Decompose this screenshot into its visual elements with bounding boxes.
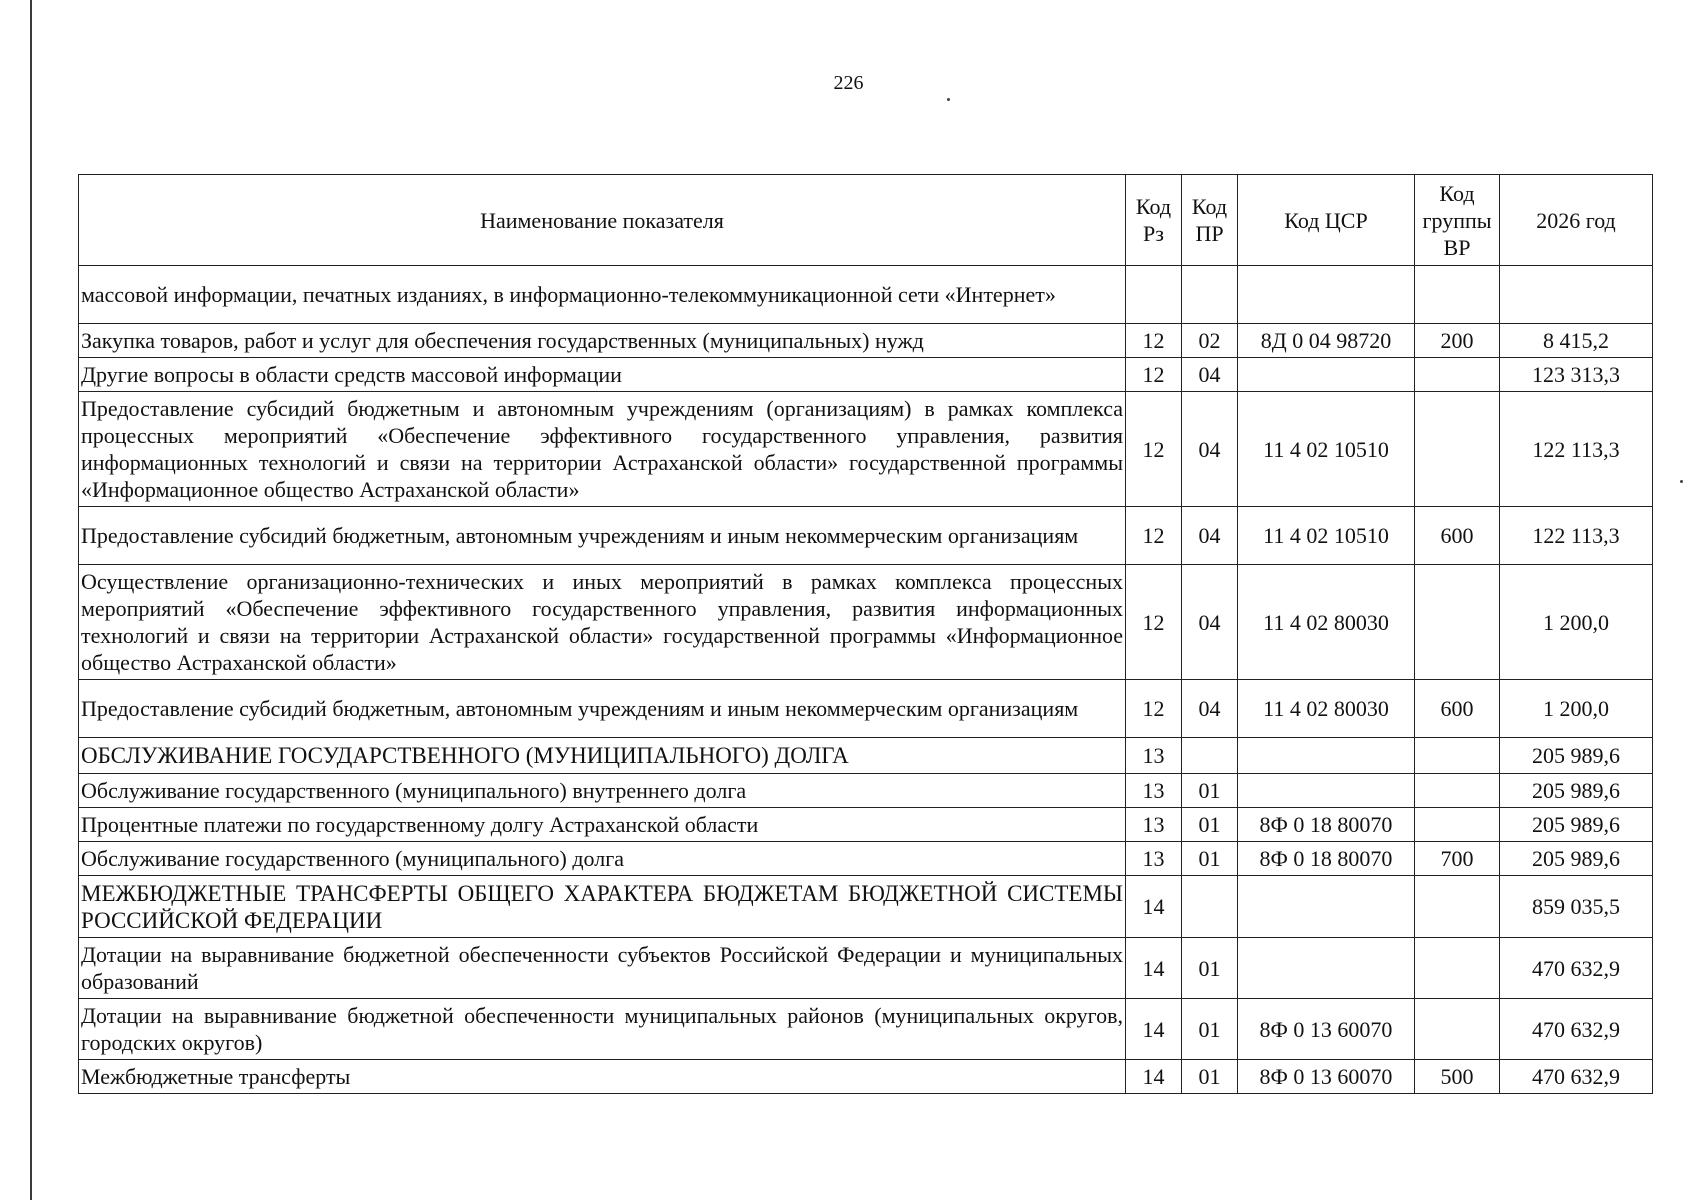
row-name: Другие вопросы в области средств массовой информации bbox=[79, 358, 1126, 392]
row-pr: 01 bbox=[1182, 808, 1238, 842]
table-row bbox=[79, 358, 1653, 392]
row-pr: 01 bbox=[1182, 774, 1238, 808]
row-value: 122 113,3 bbox=[1500, 507, 1653, 565]
table-body bbox=[79, 266, 1653, 1094]
row-rz: 14 bbox=[1126, 999, 1182, 1060]
header-row bbox=[79, 175, 1653, 266]
row-rz: 12 bbox=[1126, 324, 1182, 358]
row-value: 122 113,3 bbox=[1500, 392, 1653, 507]
header-rz: Код Рз bbox=[1126, 175, 1182, 266]
row-value: 470 632,9 bbox=[1500, 938, 1653, 999]
row-pr: 01 bbox=[1182, 938, 1238, 999]
row-csr: 11 4 02 10510 bbox=[1238, 392, 1415, 507]
row-rz: 12 bbox=[1126, 358, 1182, 392]
row-name: МЕЖБЮДЖЕТНЫЕ ТРАНСФЕРТЫ ОБЩЕГО ХАРАКТЕРА БЮДЖЕТАМ БЮДЖЕТНОЙ СИСТЕМЫ РОССИЙСКОЙ ФЕДЕРАЦИИ bbox=[79, 876, 1126, 938]
row-vr: 600 bbox=[1415, 507, 1500, 565]
row-vr bbox=[1415, 565, 1500, 680]
row-value: 123 313,3 bbox=[1500, 358, 1653, 392]
row-vr: 600 bbox=[1415, 680, 1500, 738]
row-value bbox=[1500, 266, 1653, 324]
row-name: Межбюджетные трансферты bbox=[79, 1060, 1126, 1094]
row-pr bbox=[1182, 266, 1238, 324]
row-value: 470 632,9 bbox=[1500, 999, 1653, 1060]
row-csr: 11 4 02 80030 bbox=[1238, 680, 1415, 738]
row-vr bbox=[1415, 266, 1500, 324]
row-value: 205 989,6 bbox=[1500, 808, 1653, 842]
row-vr: 200 bbox=[1415, 324, 1500, 358]
table-row bbox=[79, 392, 1653, 507]
row-name: Процентные платежи по государственному долгу Астраханской области bbox=[79, 808, 1126, 842]
row-rz: 13 bbox=[1126, 808, 1182, 842]
row-vr bbox=[1415, 808, 1500, 842]
row-name: массовой информации, печатных изданиях, в информационно-телекоммуникационной сети «Интернет» bbox=[79, 266, 1126, 324]
row-value: 8 415,2 bbox=[1500, 324, 1653, 358]
row-rz: 12 bbox=[1126, 565, 1182, 680]
row-name: Обслуживание государственного (муниципального) долга bbox=[79, 842, 1126, 876]
row-vr bbox=[1415, 738, 1500, 774]
row-csr bbox=[1238, 876, 1415, 938]
scan-speck bbox=[1680, 480, 1683, 483]
table-row bbox=[79, 999, 1653, 1060]
row-csr bbox=[1238, 938, 1415, 999]
table-row bbox=[79, 774, 1653, 808]
row-name: Обслуживание государственного (муниципального) внутреннего долга bbox=[79, 774, 1126, 808]
row-csr: 8Д 0 04 98720 bbox=[1238, 324, 1415, 358]
row-rz: 13 bbox=[1126, 738, 1182, 774]
table-row bbox=[79, 842, 1653, 876]
row-vr bbox=[1415, 999, 1500, 1060]
row-pr: 01 bbox=[1182, 999, 1238, 1060]
row-name: Дотации на выравнивание бюджетной обеспеченности субъектов Российской Федерации и муниципальных образований bbox=[79, 938, 1126, 999]
table-row bbox=[79, 266, 1653, 324]
row-csr: 8Ф 0 13 60070 bbox=[1238, 1060, 1415, 1094]
header-name: Наименование показателя bbox=[79, 175, 1126, 266]
row-pr: 04 bbox=[1182, 680, 1238, 738]
table-row bbox=[79, 876, 1653, 938]
row-vr: 700 bbox=[1415, 842, 1500, 876]
row-value: 859 035,5 bbox=[1500, 876, 1653, 938]
row-csr: 8Ф 0 18 80070 bbox=[1238, 842, 1415, 876]
header-pr: Код ПР bbox=[1182, 175, 1238, 266]
row-pr: 04 bbox=[1182, 392, 1238, 507]
row-vr bbox=[1415, 938, 1500, 999]
table-row bbox=[79, 808, 1653, 842]
table-row bbox=[79, 507, 1653, 565]
table-row bbox=[79, 738, 1653, 774]
row-pr: 04 bbox=[1182, 507, 1238, 565]
table-row bbox=[79, 938, 1653, 999]
scan-margin-line bbox=[30, 0, 32, 1200]
row-rz: 14 bbox=[1126, 876, 1182, 938]
row-vr bbox=[1415, 774, 1500, 808]
row-name: Дотации на выравнивание бюджетной обеспеченности муниципальных районов (муниципальных округов, городских округов) bbox=[79, 999, 1126, 1060]
row-vr: 500 bbox=[1415, 1060, 1500, 1094]
page-number: 226 bbox=[833, 72, 864, 94]
row-pr: 01 bbox=[1182, 1060, 1238, 1094]
row-name: Предоставление субсидий бюджетным и автономным учреждениям (организациям) в рамках комплекса процессных мероприятий «Обеспечение эффективного государственного управления, развития информационных технологий и связи на территории Астраханской области» государственной программы «Информационное общество Астраханской области» bbox=[79, 392, 1126, 507]
header-year: 2026 год bbox=[1500, 175, 1653, 266]
table-row bbox=[79, 565, 1653, 680]
header-vr: Код группы ВР bbox=[1415, 175, 1500, 266]
table-row bbox=[79, 1060, 1653, 1094]
scan-speck bbox=[947, 98, 950, 101]
row-rz: 13 bbox=[1126, 774, 1182, 808]
row-csr: 11 4 02 10510 bbox=[1238, 507, 1415, 565]
row-vr bbox=[1415, 392, 1500, 507]
row-pr: 01 bbox=[1182, 842, 1238, 876]
row-value: 1 200,0 bbox=[1500, 565, 1653, 680]
row-vr bbox=[1415, 876, 1500, 938]
table-header bbox=[79, 175, 1653, 266]
row-value: 205 989,6 bbox=[1500, 842, 1653, 876]
row-pr: 02 bbox=[1182, 324, 1238, 358]
row-rz bbox=[1126, 266, 1182, 324]
row-csr bbox=[1238, 738, 1415, 774]
row-name: ОБСЛУЖИВАНИЕ ГОСУДАРСТВЕННОГО (МУНИЦИПАЛЬНОГО) ДОЛГА bbox=[79, 738, 1126, 774]
budget-table bbox=[78, 174, 1653, 1094]
row-csr: 8Ф 0 13 60070 bbox=[1238, 999, 1415, 1060]
row-csr: 8Ф 0 18 80070 bbox=[1238, 808, 1415, 842]
row-value: 205 989,6 bbox=[1500, 774, 1653, 808]
row-csr bbox=[1238, 774, 1415, 808]
row-value: 470 632,9 bbox=[1500, 1060, 1653, 1094]
header-csr: Код ЦСР bbox=[1238, 175, 1415, 266]
row-csr: 11 4 02 80030 bbox=[1238, 565, 1415, 680]
row-pr bbox=[1182, 738, 1238, 774]
row-pr: 04 bbox=[1182, 565, 1238, 680]
row-rz: 14 bbox=[1126, 938, 1182, 999]
row-name: Осуществление организационно-технических и иных мероприятий в рамках комплекса процессных мероприятий «Обеспечение эффективного государственного управления, развития информационных технологий и связи на территории Астраханской области» государственной программы «Информационное общество Астраханской области» bbox=[79, 565, 1126, 680]
row-pr: 04 bbox=[1182, 358, 1238, 392]
row-name: Предоставление субсидий бюджетным, автономным учреждениям и иным некоммерческим организациям bbox=[79, 507, 1126, 565]
row-vr bbox=[1415, 358, 1500, 392]
table-row bbox=[79, 324, 1653, 358]
row-rz: 12 bbox=[1126, 507, 1182, 565]
row-name: Закупка товаров, работ и услуг для обеспечения государственных (муниципальных) нужд bbox=[79, 324, 1126, 358]
row-rz: 12 bbox=[1126, 392, 1182, 507]
row-csr bbox=[1238, 358, 1415, 392]
row-value: 205 989,6 bbox=[1500, 738, 1653, 774]
row-name: Предоставление субсидий бюджетным, автономным учреждениям и иным некоммерческим организациям bbox=[79, 680, 1126, 738]
table-row bbox=[79, 680, 1653, 738]
row-pr bbox=[1182, 876, 1238, 938]
row-rz: 12 bbox=[1126, 680, 1182, 738]
row-csr bbox=[1238, 266, 1415, 324]
row-rz: 13 bbox=[1126, 842, 1182, 876]
row-rz: 14 bbox=[1126, 1060, 1182, 1094]
row-value: 1 200,0 bbox=[1500, 680, 1653, 738]
